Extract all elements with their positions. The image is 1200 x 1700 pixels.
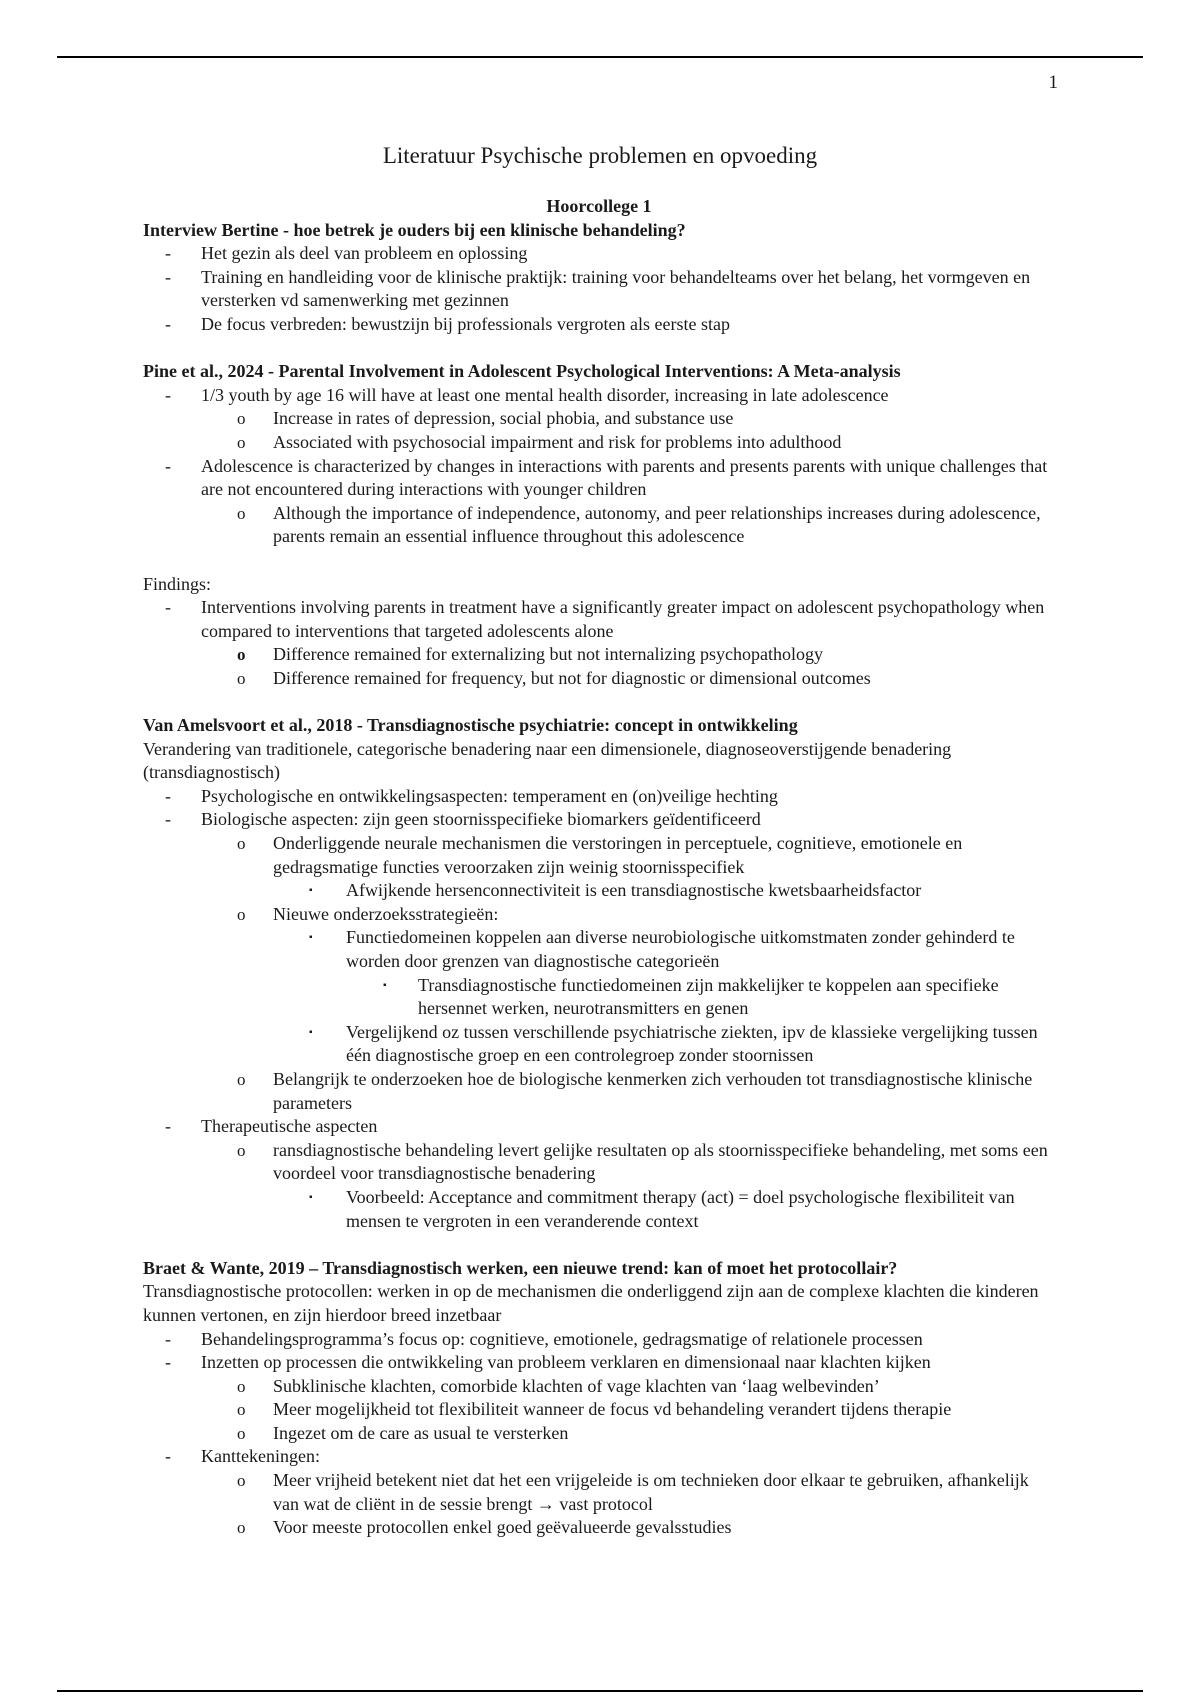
- list-item: o Belangrijk te onderzoeken hoe de biologische kenmerken zich verhouden tot transdiagnostische klinische parameters: [237, 1068, 1033, 1113]
- list-item: ▪ Vergelijkend oz tussen verschillende psychiatrische ziekten, ipv de klassieke vergelijking tussen één diagnostische groep en een controlegroep zonder stoornissen: [309, 1021, 1038, 1066]
- dash-bullet: -: [165, 266, 171, 287]
- list-item: ▪ Afwijkende hersenconnectiviteit is een transdiagnostische kwetsbaarheidsfactor: [143, 879, 1055, 903]
- circle-bullet: o: [237, 1423, 246, 1443]
- bullet-list: [143, 643, 1055, 690]
- lecture-title: Hoorcollege 1: [546, 196, 652, 216]
- square-bullet: ▪: [309, 1026, 313, 1038]
- square-bullet: ▪: [383, 979, 387, 991]
- list-item: o Ingezet om de care as usual te versterken: [143, 1422, 1055, 1446]
- bullet-list: [143, 974, 1055, 1021]
- dash-bullet: -: [165, 809, 171, 830]
- list-item: - Psychologische en ontwikkelingsaspecten: temperament en (on)veilige hechting: [143, 785, 1055, 809]
- bullet-list: [143, 407, 1055, 454]
- findings-label: Findings:: [143, 573, 212, 594]
- list-item: o Subklinische klachten, comorbide klachten of vage klachten van ‘laag welbevinden’: [143, 1375, 1055, 1399]
- circle-bullet: o: [237, 1518, 246, 1538]
- dash-bullet: -: [165, 597, 171, 618]
- dash-bullet: -: [165, 1446, 171, 1467]
- dash-bullet: -: [165, 1328, 171, 1349]
- dash-bullet: -: [165, 243, 171, 264]
- circle-bullet: o: [237, 1140, 246, 1160]
- section-title: Pine et al., 2024 - Parental Involvement in Adolescent Psychological Interventions: A Meta-analysis: [143, 361, 901, 382]
- circle-bullet: o: [237, 432, 246, 452]
- section-title: Braet & Wante, 2019 – Transdiagnostisch werken, een nieuwe trend: kan of moet het protocollair?: [143, 1257, 898, 1278]
- list-item: o Associated with psychosocial impairment and risk for problems into adulthood: [143, 431, 1055, 455]
- document-body: [143, 195, 1055, 1540]
- section-title: Van Amelsvoort et al., 2018 - Transdiagnostische psychiatrie: concept in ontwikkeling: [143, 715, 798, 736]
- square-bullet: ▪: [309, 932, 313, 944]
- list-item: o Nieuwe onderzoeksstrategieën:: [143, 903, 1055, 927]
- list-item: - Het gezin als deel van probleem en oplossing: [143, 242, 1055, 266]
- list-item: o Difference remained for externalizing but not internalizing psychopathology: [143, 643, 1055, 667]
- list-item: o Although the importance of independence, autonomy, and peer relationships increases during adolescence, parents remain an essential influence throughout this adolescence: [237, 502, 1041, 547]
- list-item: - De focus verbreden: bewustzijn bij professionals vergroten als eerste stap: [143, 313, 1055, 337]
- bullet-list: [143, 1068, 1055, 1115]
- list-item: - Kanttekeningen:: [143, 1445, 1055, 1469]
- bullet-list: [143, 596, 1055, 643]
- circle-bullet: o: [237, 1376, 246, 1396]
- list-item: o Voor meeste protocollen enkel goed geëvalueerde gevalsstudies: [143, 1516, 1055, 1540]
- footer-rule: [57, 1690, 1143, 1692]
- page-number: 1: [1048, 72, 1058, 93]
- bullet-list: [143, 1115, 1055, 1139]
- list-item: o Difference remained for frequency, but not for diagnostic or dimensional outcomes: [143, 667, 1055, 691]
- list-item: - Training en handleiding voor de klinische praktijk: training voor behandelteams over het belang, het vormgeven en versterken vd samenwerking met gezinnen: [165, 266, 1031, 311]
- list-item: o Meer vrijheid betekent niet dat het een vrijgeleide is om technieken door elkaar te gebruiken, afhankelijk van wat de cliënt in de sessie brengt → vast protocol: [237, 1470, 1029, 1514]
- section-intro: Transdiagnostische protocollen: werken in op de mechanismen die onderliggend zijn aan de complexe klachten die kinderen kunnen vertonen, en zijn hierdoor breed inzetbaar: [143, 1281, 1039, 1325]
- dash-bullet: -: [165, 1116, 171, 1137]
- bullet-list: [143, 832, 1055, 879]
- list-item: - Adolescence is characterized by changes in interactions with parents and presents parents with unique challenges that are not encountered during interactions with younger children: [165, 455, 1048, 500]
- list-item: ▪ Transdiagnostische functiedomeinen zijn makkelijker te koppelen aan specifieke hersennet werken, neurotransmitters en genen: [383, 974, 999, 1019]
- list-item: - Interventions involving parents in treatment have a significantly greater impact on adolescent psychopathology when compared to interventions that targeted adolescents alone: [165, 597, 1045, 641]
- document-title: Literatuur Psychische problemen en opvoeding: [382, 143, 818, 168]
- bullet-list: [143, 1139, 1055, 1186]
- bullet-list: [143, 1375, 1055, 1446]
- dash-bullet: -: [165, 1352, 171, 1373]
- bullet-list: [143, 926, 1055, 973]
- section-title: Interview Bertine - hoe betrek je ouders bij een klinische behandeling?: [143, 219, 686, 240]
- bullet-list: [143, 502, 1055, 549]
- circle-bullet: o: [237, 1471, 246, 1491]
- bullet-list: [143, 455, 1055, 502]
- circle-bullet: o: [237, 1069, 246, 1089]
- square-bullet: ▪: [309, 1191, 313, 1203]
- dash-bullet: -: [165, 384, 171, 405]
- list-item: - 1/3 youth by age 16 will have at least one mental health disorder, increasing in late adolescence: [143, 384, 1055, 408]
- section-intro: Verandering van traditionele, categorische benadering naar een dimensionele, diagnoseoverstijgende benadering (transdiagnostisch): [143, 738, 952, 783]
- list-item: o Meer mogelijkheid tot flexibiliteit wanneer de focus vd behandeling verandert tijdens therapie: [143, 1398, 1055, 1422]
- bullet-list: [143, 242, 1055, 336]
- circle-bullet: o: [237, 904, 246, 924]
- list-item: o Onderliggende neurale mechanismen die verstoringen in perceptuele, cognitieve, emotionele en gedragsmatige functies veroorzaken zijn weinig stoornisspecifiek: [237, 833, 963, 877]
- list-item: - Behandelingsprogramma’s focus op: cognitieve, emotionele, gedragsmatige of relationele processen: [143, 1328, 1055, 1352]
- dash-bullet: -: [165, 313, 171, 334]
- square-bullet: ▪: [309, 885, 313, 897]
- circle-bullet: o: [237, 409, 246, 429]
- circle-bullet: o: [237, 503, 246, 523]
- header-rule: [57, 56, 1143, 58]
- list-item: ▪ Functiedomeinen koppelen aan diverse neurobiologische uitkomstmaten zonder gehinderd te worden door grenzen van diagnostische categorieën: [309, 927, 1015, 971]
- bullet-list: [143, 1445, 1055, 1469]
- bullet-list: [143, 879, 1055, 903]
- list-item: o ransdiagnostische behandeling levert gelijke resultaten op als stoornisspecifieke behandeling, met soms een voordeel voor transdiagnostische benadering: [237, 1139, 1048, 1184]
- list-item: o Increase in rates of depression, social phobia, and substance use: [143, 407, 1055, 431]
- list-item: - Therapeutische aspecten: [143, 1115, 1055, 1139]
- bullet-list: [143, 1021, 1055, 1068]
- bullet-list: [143, 1328, 1055, 1375]
- circle-bullet: o: [237, 834, 246, 854]
- list-item: - Inzetten op processen die ontwikkeling van probleem verklaren en dimensionaal naar klachten kijken: [143, 1351, 1055, 1375]
- bullet-list: [143, 785, 1055, 832]
- bullet-list: [143, 1469, 1055, 1540]
- dash-bullet: -: [165, 455, 171, 476]
- bullet-list: [143, 384, 1055, 408]
- list-item: - Biologische aspecten: zijn geen stoornisspecifieke biomarkers geïdentificeerd: [143, 808, 1055, 832]
- circle-bullet: o: [237, 645, 246, 665]
- circle-bullet: o: [237, 1400, 246, 1420]
- bullet-list: [143, 1186, 1055, 1233]
- dash-bullet: -: [165, 785, 171, 806]
- list-item: ▪ Voorbeeld: Acceptance and commitment therapy (act) = doel psychologische flexibiliteit van mensen te vergroten in een veranderende context: [309, 1186, 1015, 1231]
- circle-bullet: o: [237, 668, 246, 688]
- bullet-list: [143, 903, 1055, 927]
